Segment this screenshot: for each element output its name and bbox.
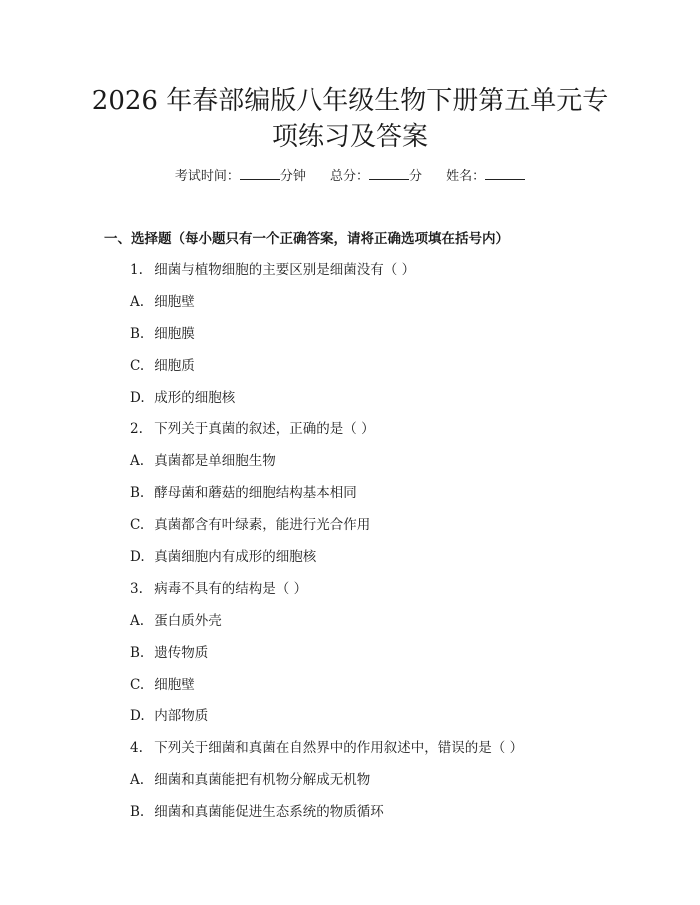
item-marker: 2. — [130, 421, 143, 438]
section-heading: 一、选择题（每小题只有一个正确答案，请将正确选项填在括号内） — [104, 231, 509, 247]
item-text: 真菌细胞内有成形的细胞核 — [154, 549, 317, 566]
item-text: 细胞壁 — [154, 676, 195, 693]
option-3d — [130, 705, 523, 737]
option-1c — [130, 355, 523, 387]
item-text: 细菌和真菌能把有机物分解成无机物 — [154, 772, 371, 789]
option-3b — [130, 642, 523, 674]
item-text: 遗传物质 — [154, 644, 209, 661]
item-marker: 3. — [130, 580, 143, 597]
page-title-line-2: 项练习及答案 — [271, 122, 428, 152]
item-marker: A. — [130, 453, 145, 470]
option-1d — [130, 387, 523, 419]
item-marker: A. — [130, 612, 145, 629]
exam-score-label: 总分： — [329, 169, 369, 184]
item-text: 细菌与植物细胞的主要区别是细菌没有（ ） — [154, 262, 416, 278]
item-marker: B. — [130, 804, 145, 821]
student-name-label: 姓名： — [446, 169, 486, 184]
item-text: 下列关于真菌的叙述，正确的是（ ） — [154, 421, 375, 438]
option-3a — [130, 610, 523, 642]
item-text: 下列关于细菌和真菌在自然界中的作用叙述中，错误的是（ ） — [154, 740, 524, 757]
item-marker: B. — [130, 485, 145, 502]
option-4a — [130, 769, 523, 801]
question-3 — [130, 578, 523, 610]
exam-time-blank — [240, 167, 280, 180]
item-marker: D. — [130, 549, 145, 566]
exam-score-unit: 分 — [409, 169, 423, 184]
item-marker: D. — [130, 389, 145, 406]
item-marker: C. — [130, 676, 145, 693]
item-text: 病毒不具有的结构是（ ） — [154, 580, 308, 597]
item-marker: A. — [130, 293, 145, 310]
exam-info-bar — [0, 166, 700, 188]
exam-time-unit: 分钟 — [279, 169, 306, 184]
item-marker: A. — [130, 772, 145, 789]
item-marker: C. — [130, 357, 145, 374]
option-2b — [130, 482, 523, 514]
question-1 — [130, 259, 523, 291]
item-text: 真菌都是单细胞生物 — [154, 453, 276, 470]
question-2 — [130, 418, 523, 450]
option-2a — [130, 450, 523, 482]
option-1b — [130, 323, 523, 355]
student-name-field — [446, 166, 525, 188]
exam-time-label: 考试时间： — [174, 169, 240, 184]
item-text: 细胞膜 — [154, 325, 195, 342]
item-text: 酵母菌和蘑菇的细胞结构基本相同 — [154, 485, 357, 502]
exam-score-field — [330, 166, 422, 188]
option-2d — [130, 546, 523, 578]
item-text: 内部物质 — [154, 708, 209, 725]
question-list — [130, 259, 523, 833]
option-3c — [130, 674, 523, 706]
item-marker: 1. — [130, 262, 143, 278]
item-text: 成形的细胞核 — [154, 389, 236, 406]
exam-score-blank — [369, 167, 409, 180]
item-marker: D. — [130, 708, 145, 725]
exam-time-field — [175, 166, 306, 188]
option-1a — [130, 291, 523, 323]
item-marker: B. — [130, 644, 145, 661]
item-text: 蛋白质外壳 — [154, 612, 222, 629]
item-marker: 4. — [130, 740, 143, 757]
option-2c — [130, 514, 523, 546]
student-name-blank — [485, 167, 525, 180]
item-marker: C. — [130, 517, 145, 534]
question-4 — [130, 737, 523, 769]
page-title-line-1: 2026 年春部编版八年级生物下册第五单元专 — [91, 86, 609, 116]
option-4b — [130, 801, 523, 833]
item-text: 真菌都含有叶绿素，能进行光合作用 — [154, 517, 371, 534]
item-text: 细菌和真菌能促进生态系统的物质循环 — [154, 804, 384, 821]
item-marker: B. — [130, 325, 145, 342]
item-text: 细胞质 — [154, 357, 195, 374]
item-text: 细胞壁 — [154, 293, 195, 310]
